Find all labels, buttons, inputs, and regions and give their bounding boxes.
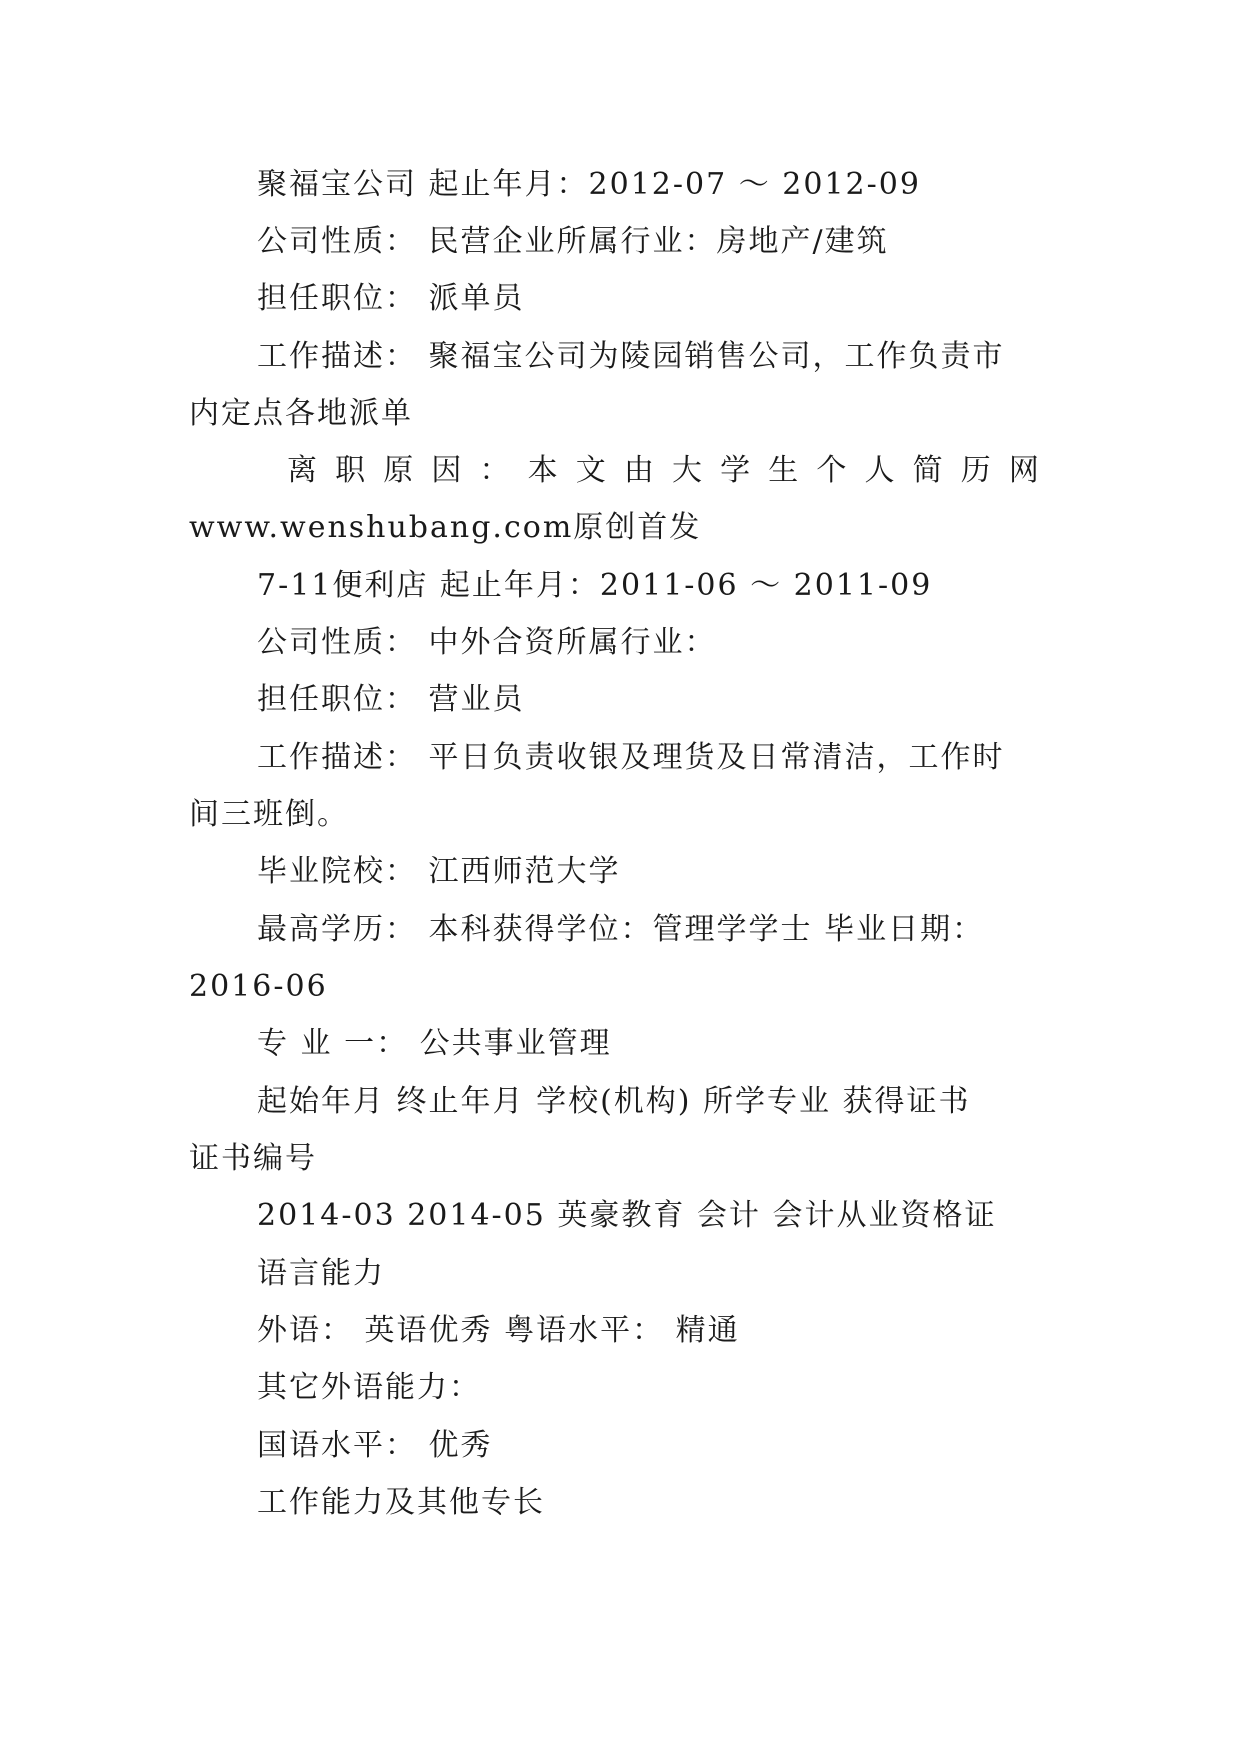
spread-char: 离 <box>287 453 317 488</box>
spread-char: 大 <box>672 453 702 488</box>
spread-char: 学 <box>720 453 751 488</box>
work-entry-company-type: 公司性质： 民营企业所属行业：房地产/建筑 <box>257 224 889 259</box>
work-entry-company-dates: 聚福宝公司 起止年月：2012-07 ～ 2012-09 <box>257 167 921 202</box>
section-heading-language: 语言能力 <box>257 1256 385 1291</box>
training-table-header: 起始年月 终止年月 学校(机构) 所学专业 获得证书 <box>257 1084 971 1119</box>
spread-char: 因 <box>431 453 462 488</box>
spread-char: 简 <box>912 453 943 488</box>
spread-char: 原 <box>383 453 414 488</box>
work-entry-description-cont: 间三班倒。 <box>189 797 349 832</box>
training-table-row: 2014-03 2014-05 英豪教育 会计 会计从业资格证 <box>257 1198 997 1233</box>
education-graduation-date: 2016-06 <box>189 969 328 1004</box>
work-entry-company-dates: 7-11便利店 起止年月：2011-06 ～ 2011-09 <box>257 568 933 603</box>
spread-char: 文 <box>575 453 606 488</box>
work-entry-description-cont: 内定点各地派单 <box>189 396 413 431</box>
source-url-line: www.wenshubang.com原创首发 <box>189 510 702 545</box>
spread-char: 个 <box>816 453 847 488</box>
leave-reason-line <box>287 451 1039 491</box>
education-degree: 最高学历： 本科获得学位：管理学学士 毕业日期： <box>257 912 985 947</box>
language-foreign: 外语： 英语优秀 粤语水平： 精通 <box>257 1313 740 1348</box>
spread-char: 本 <box>527 453 558 488</box>
spread-char: 网 <box>1008 453 1039 488</box>
spread-char: 历 <box>960 453 991 488</box>
work-entry-description: 工作描述： 聚福宝公司为陵园销售公司，工作负责市 <box>257 339 1005 374</box>
training-table-header-cont: 证书编号 <box>189 1141 317 1176</box>
spread-char: 职 <box>335 453 366 488</box>
spread-char: 生 <box>768 453 799 488</box>
spread-char: ： <box>479 453 510 488</box>
education-major: 专 业 一： 公共事业管理 <box>257 1026 612 1061</box>
work-entry-position: 担任职位： 营业员 <box>257 682 525 717</box>
language-mandarin: 国语水平： 优秀 <box>257 1428 493 1463</box>
spread-char: 人 <box>864 453 895 488</box>
spread-char: 由 <box>623 453 654 488</box>
education-school: 毕业院校： 江西师范大学 <box>257 854 621 889</box>
work-entry-position: 担任职位： 派单员 <box>257 281 525 316</box>
section-heading-skills: 工作能力及其他专长 <box>257 1485 545 1520</box>
work-entry-company-type: 公司性质： 中外合资所属行业： <box>257 625 717 660</box>
work-entry-description: 工作描述： 平日负责收银及理货及日常清洁，工作时 <box>257 740 1005 775</box>
language-other: 其它外语能力： <box>257 1370 481 1405</box>
